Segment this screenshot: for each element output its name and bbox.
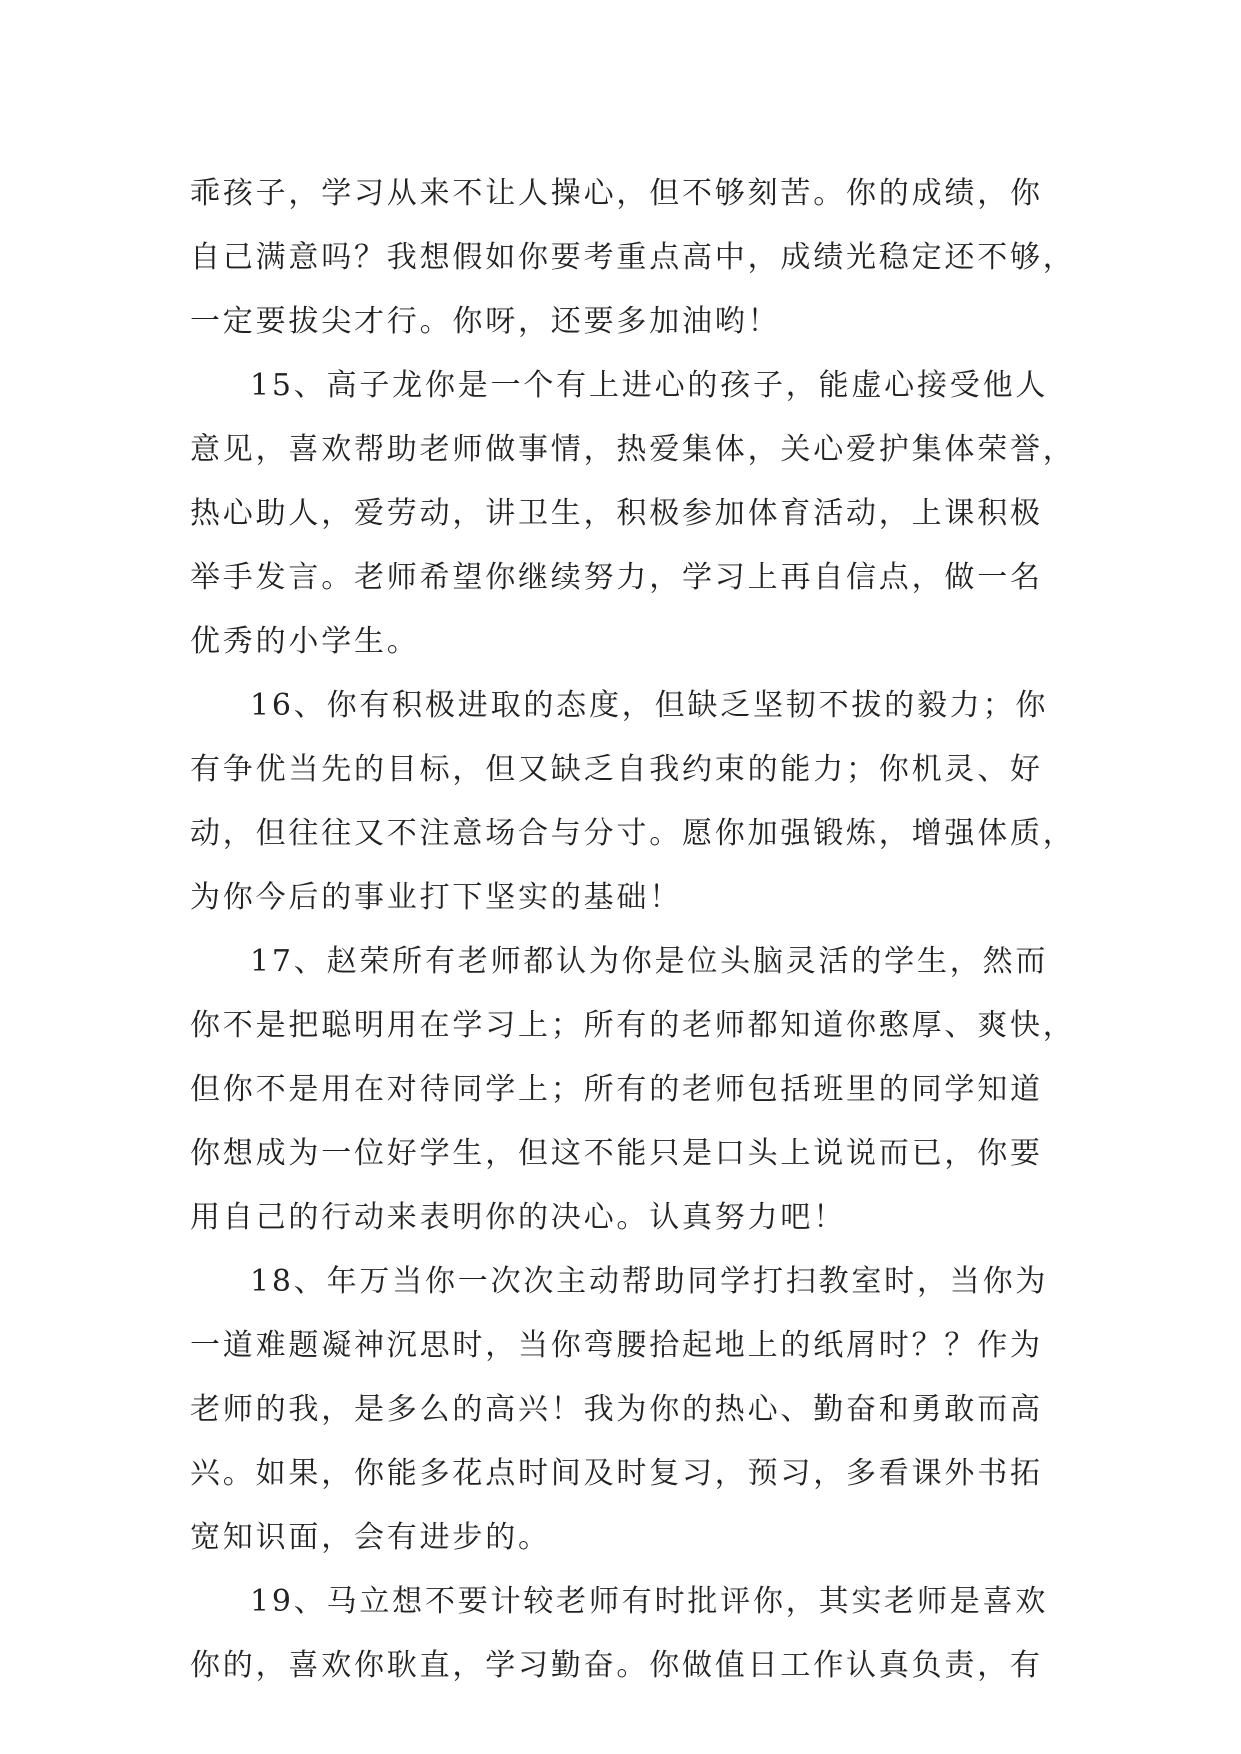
paragraph-first-line: 19、马立想不要计较老师有时批评你，其实老师是喜欢 [250, 1584, 1049, 1619]
text-line: 你不是把聪明用在学习上；所有的老师都知道你憨厚、爽快， [190, 1008, 1076, 1043]
text-line: 兴。如果，你能多花点时间及时复习，预习，多看课外书拓 [190, 1456, 1043, 1491]
text-line: 乖孩子，学习从来不让人操心，但不够刻苦。你的成绩，你 [190, 176, 1043, 211]
paragraph-first-line: 18、年万当你一次次主动帮助同学打扫教室时，当你为 [250, 1264, 1049, 1299]
text-line: 意见，喜欢帮助老师做事情，热爱集体，关心爱护集体荣誉， [190, 432, 1076, 467]
text-line: 举手发言。老师希望你继续努力，学习上再自信点，做一名 [190, 560, 1043, 595]
text-line: 一道难题凝神沉思时，当你弯腰拾起地上的纸屑时？？作为 [190, 1328, 1043, 1363]
paragraph-first-line: 16、你有积极进取的态度，但缺乏坚韧不拔的毅力；你 [250, 688, 1049, 723]
text-line: 老师的我，是多么的高兴！我为你的热心、勤奋和勇敢而高 [190, 1392, 1043, 1427]
document-body [190, 162, 1090, 1698]
text-line: 宽知识面，会有进步的。 [190, 1520, 551, 1555]
paragraph-first-line: 15、高子龙你是一个有上进心的孩子，能虚心接受他人 [250, 368, 1049, 403]
text-line: 动，但往往又不注意场合与分寸。愿你加强锻炼，增强体质， [190, 816, 1076, 851]
text-line: 有争优当先的目标，但又缺乏自我约束的能力；你机灵、好 [190, 752, 1043, 787]
text-line: 优秀的小学生。 [190, 624, 420, 659]
text-line: 一定要拔尖才行。你呀，还要多加油哟！ [190, 304, 781, 339]
text-line: 为你今后的事业打下坚实的基础！ [190, 880, 682, 915]
text-line: 热心助人，爱劳动，讲卫生，积极参加体育活动，上课积极 [190, 496, 1043, 531]
text-line: 你想成为一位好学生，但这不能只是口头上说说而已，你要 [190, 1136, 1043, 1171]
text-line: 用自己的行动来表明你的决心。认真努力吧！ [190, 1200, 846, 1235]
text-line: 自己满意吗？我想假如你要考重点高中，成绩光稳定还不够， [190, 240, 1076, 275]
text-line: 但你不是用在对待同学上；所有的老师包括班里的同学知道 [190, 1072, 1043, 1107]
text-line: 你的，喜欢你耿直，学习勤奋。你做值日工作认真负责，有 [190, 1648, 1043, 1683]
paragraph-first-line: 17、赵荣所有老师都认为你是位头脑灵活的学生，然而 [250, 944, 1049, 979]
